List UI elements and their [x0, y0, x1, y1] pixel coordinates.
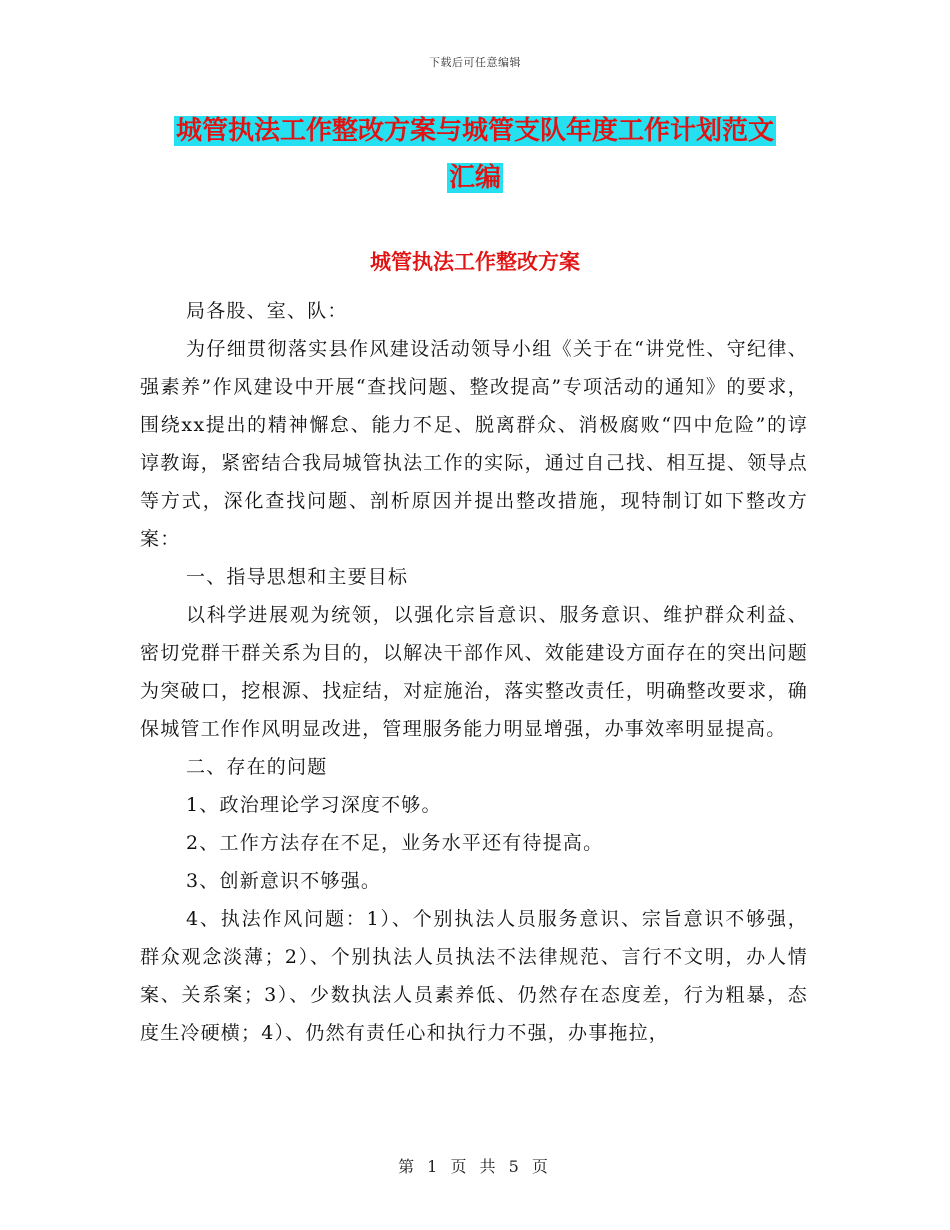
- document-title-line2: 汇编: [448, 163, 501, 193]
- heading-guiding-thought: 一、指导思想和主要目标: [186, 566, 409, 588]
- salutation: 局各股、室、队：: [186, 300, 348, 322]
- body-paragraph: 为仔细贯彻落实县作风建设活动领导小组《关于在“讲党性、守纪律、强素养”作风建设中开展“查找问题、整改提高”专项活动的通知》的要求，围绕xx提出的精神懈怠、能力不足、脱离群众、消极腐败“四中危险”的谆谆教诲，紧密结合我局城管执法工作的实际，通过自己找、相互提、领导点等方式，深化查找问题、剖析原因并提出整改措施，现特制订如下整改方案：: [140, 338, 808, 550]
- list-item: 2、工作方法存在不足，业务水平还有待提高。: [186, 832, 604, 854]
- document-title: [140, 108, 810, 202]
- page-number: 第 1 页 共 5 页: [398, 1157, 552, 1176]
- list-item: 3、创新意识不够强。: [186, 870, 382, 892]
- document-title-line1: 城管执法工作整改方案与城管支队年度工作计划范文: [175, 116, 774, 146]
- body-paragraph: 以科学进展观为统领，以强化宗旨意识、服务意识、维护群众利益、密切党群干群关系为目的，以解决干部作风、效能建设方面存在的突出问题为突破口，挖根源、找症结，对症施治，落实整改责任，明确整改要求，确保城管工作作风明显改进，管理服务能力明显增强，办事效率明显提高。: [140, 604, 808, 740]
- document-body: [140, 292, 808, 1052]
- header-note: 下载后可任意编辑: [429, 56, 521, 69]
- list-item: 1、政治理论学习深度不够。: [186, 794, 442, 816]
- heading-existing-problems: 二、存在的问题: [186, 756, 328, 778]
- section-title: 城管执法工作整改方案: [370, 249, 580, 274]
- list-item: 4、执法作风问题：1）、个别执法人员服务意识、宗旨意识不够强，群众观念淡薄；2）、个别执法人员执法不法律规范、言行不文明，办人情案、关系案；3）、少数执法人员素养低、仍然存在态度差，行为粗暴，态度生冷硬横；4）、仍然有责任心和执行力不强，办事拖拉，: [140, 908, 808, 1044]
